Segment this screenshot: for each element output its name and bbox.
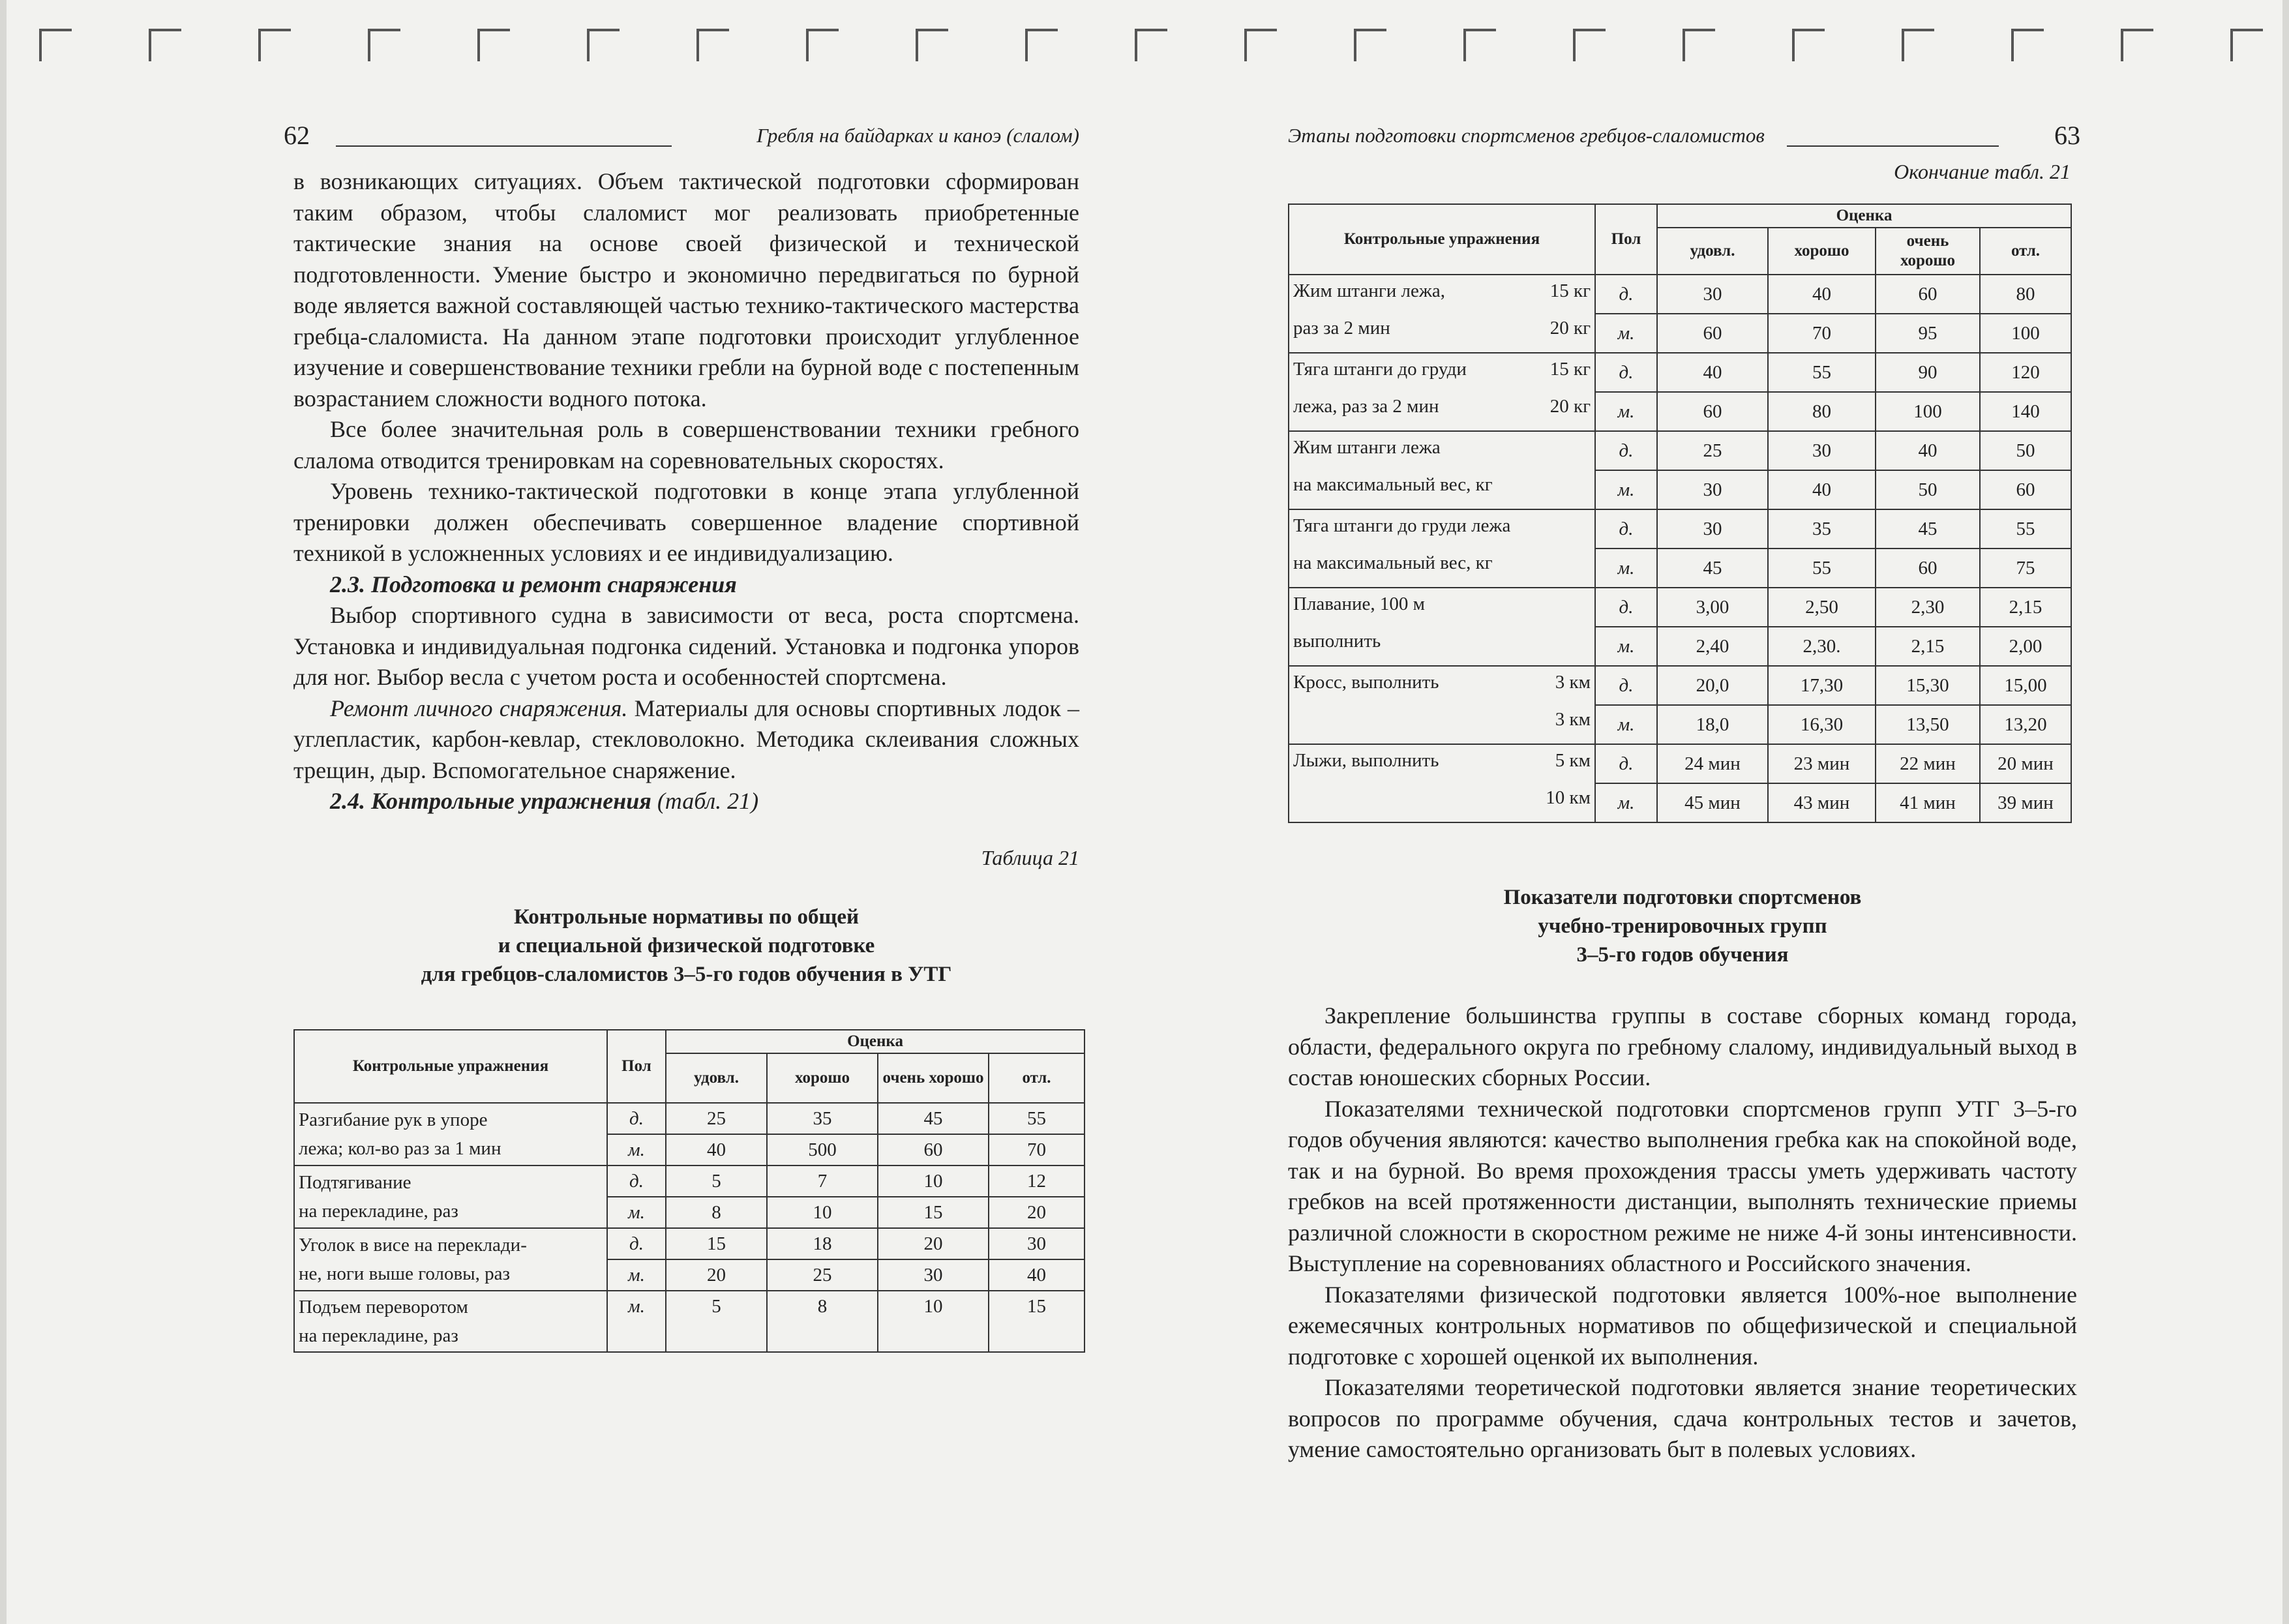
value-cell: 13,20 [1980,705,2071,744]
exercise-line [1293,470,1591,499]
norms-table-right [1288,203,2072,275]
value-cell: 2,30 [1876,588,1980,627]
value-cell: 5 [666,1291,767,1352]
value-cell: 18,0 [1657,705,1768,744]
value-cell: 40 [989,1259,1085,1291]
value-cell: 8 [767,1291,878,1352]
value-cell: 40 [666,1134,767,1165]
exercise-text: Лыжи, выполнить [1293,750,1439,771]
paragraph: Все более значительная роль в совершенствовании техники гребного слалома отводится тренировкам на соревновательных скоростях. [293,416,1079,474]
exercise-text: лежа, раз за 2 мин [1293,396,1439,417]
left-running-head [284,117,1079,166]
left-edge-shadow [0,0,7,1624]
sex-cell: д. [1595,353,1657,392]
value-cell: 90 [1876,353,1980,392]
header-sex: Пол [1595,204,1657,275]
header-exercise: Контрольные упражнения [1289,204,1595,275]
norms-table-left [293,1029,1085,1353]
exercise-cell [1289,744,1595,822]
table-row [1289,431,2071,470]
value-cell: 13,50 [1876,705,1980,744]
value-cell: 23 мин [1768,744,1876,783]
exercise-cell [1289,509,1595,588]
exercise-cell [1289,353,1595,431]
exercise-cell [1289,431,1595,509]
sex-cell: д. [1595,588,1657,627]
table-title: и специальной физической подготовке [498,933,875,957]
value-cell: 15 [878,1197,989,1228]
section-heading: 3–5-го годов обучения [1576,943,1789,967]
header-grade: Оценка [1657,204,2071,228]
value-cell: 20 [989,1197,1085,1228]
value-cell: 60 [878,1134,989,1165]
value-cell: 2,15 [1980,588,2071,627]
value-cell: 2,50 [1768,588,1876,627]
value-cell: 70 [1768,314,1876,353]
exercise-line [1293,511,1591,540]
value-cell: 40 [1657,353,1768,392]
sex-cell: м. [1595,470,1657,509]
value-cell: 120 [1980,353,2071,392]
right-page [1288,117,2080,1466]
paragraph: Показателями технической подготовки спортсменов групп УТГ 3–5-го годов обучения являются: качество выполнения гребка как на спокойной воде, так и на бурной. Во время прохождения трассы уметь удерживать частоту гребков на всей протяженности дистанции, выполнять технические приемы различной сложности в скоростном режиме не ниже 4-й зоны интенсивности. Выступление на соревнованиях областного и Российского значения. [1288,1095,2077,1276]
value-cell: 15,30 [1876,666,1980,705]
header-grade-very-good: очень хорошо [1876,228,1980,275]
sex-cell: д. [1595,666,1657,705]
value-cell: 60 [1876,549,1980,588]
value-cell: 60 [1657,392,1768,431]
value-cell: 24 мин [1657,744,1768,783]
exercise-line [1293,392,1591,421]
header-grade: Оценка [666,1030,1085,1053]
table-caption: Таблица 21 [981,845,1079,869]
value-cell: 35 [1768,509,1876,549]
exercise-cell [294,1103,607,1165]
sex-cell: д. [607,1165,666,1197]
exercise-line: не, ноги выше головы, раз [299,1263,510,1284]
section-heading-2-4-text: 2.4. Контрольные упражнения [330,788,651,814]
value-cell: 30 [1657,509,1768,549]
exercise-line [1293,705,1591,734]
value-cell: 95 [1876,314,1980,353]
sex-cell: д. [607,1103,666,1134]
page-number-left: 62 [284,121,310,150]
value-cell: 30 [1657,275,1768,314]
exercise-line [1293,277,1591,305]
value-cell: 40 [1768,275,1876,314]
exercise-text: на максимальный вес, кг [1293,474,1493,495]
value-cell: 25 [1657,431,1768,470]
exercise-line [1293,355,1591,383]
header-grade-excellent: отл. [989,1053,1085,1103]
value-cell: 12 [989,1165,1085,1197]
section-heading-2-4 [330,786,1079,817]
value-cell: 8 [666,1197,767,1228]
left-page [284,117,1080,1353]
sex-cell: д. [1595,744,1657,783]
exercise-line [1293,783,1591,812]
value-cell: 2,30. [1768,627,1876,666]
exercise-text: выполнить [1293,631,1381,652]
paragraph: Показателями теоретической подготовки является знание теоретических вопросов по программе обучения, сдача контрольных тестов и зачетов, умение самостоятельно организовать быт в полевых условиях. [1288,1374,2077,1462]
value-cell: 7 [767,1165,878,1197]
value-cell: 2,15 [1876,627,1980,666]
exercise-text: на максимальный вес, кг [1293,552,1493,573]
value-cell: 80 [1980,275,2071,314]
value-cell: 20 [878,1228,989,1259]
value-cell: 10 [878,1291,989,1352]
exercise-load: 15 кг [1549,359,1591,380]
header-grade-satisfactory: удовл. [666,1053,767,1103]
value-cell: 80 [1768,392,1876,431]
table-row [1289,666,2071,705]
exercise-line [1293,627,1591,655]
sex-cell: м. [607,1197,666,1228]
paragraph: в возникающих ситуациях. Объем тактической подготовки сформирован таким образом, чтобы слаломист мог реализовать приобретенные тактические знания на основе своей физической и технической подготовленности. Умение быстро и экономично передвигаться по бурной воде является важной составляющей частью технико-тактического мастерства гребца-слаломиста. На данном этапе подготовки происходит углубленное изучение и совершенствование техники гребли на бурной воде с постепенным возрастанием сложности водного потока. [293,168,1079,412]
value-cell: 25 [666,1103,767,1134]
value-cell: 10 [878,1165,989,1197]
exercise-text: Тяга штанги до груди лежа [1293,515,1511,536]
value-cell: 20 [666,1259,767,1291]
exercise-load: 20 кг [1549,318,1591,338]
value-cell: 45 [1876,509,1980,549]
exercise-cell [294,1165,607,1228]
exercise-text: раз за 2 мин [1293,318,1390,338]
header-exercise: Контрольные упражнения [294,1030,607,1103]
value-cell: 60 [1657,314,1768,353]
exercise-line: Уголок в висе на переклади- [299,1234,527,1256]
sex-cell: д. [1595,431,1657,470]
value-cell: 100 [1876,392,1980,431]
section-heading-2-3: 2.3. Подготовка и ремонт снаряжения [330,571,737,597]
value-cell: 75 [1980,549,2071,588]
value-cell: 2,00 [1980,627,2071,666]
value-cell: 41 мин [1876,783,1980,822]
exercise-line [1293,668,1591,697]
table-row [1289,353,2071,392]
header-grade-satisfactory: удовл. [1657,228,1768,275]
table-title: для гребцов-слаломистов 3–5-го годов обучения в УТГ [421,962,952,986]
header-rule [336,145,672,147]
sex-cell: м. [1595,627,1657,666]
value-cell: 2,40 [1657,627,1768,666]
paragraph: Закрепление большинства группы в составе сборных команд города, области, федерального округа по гребному слалому, индивидуальный выход в состав юношеских сборных России. [1288,1002,2077,1090]
value-cell: 55 [1980,509,2071,549]
table-row [294,1228,1085,1259]
exercise-line [1293,746,1591,775]
table-row [294,1103,1085,1134]
sex-cell: м. [607,1291,666,1352]
value-cell: 20,0 [1657,666,1768,705]
value-cell: 45 [1657,549,1768,588]
header-sex: Пол [607,1030,666,1103]
right-running-head [1288,117,2080,166]
exercise-load: 3 км [1555,672,1591,693]
value-cell: 30 [1768,431,1876,470]
value-cell: 16,30 [1768,705,1876,744]
value-cell: 20 мин [1980,744,2071,783]
section-heading: Показатели подготовки спортсменов [1503,886,1862,909]
value-cell: 140 [1980,392,2071,431]
exercise-load: 5 км [1555,750,1591,771]
repair-lead: Ремонт личного снаряжения. [330,695,628,721]
sex-cell: м. [1595,314,1657,353]
exercise-cell [1289,588,1595,666]
value-cell: 22 мин [1876,744,1980,783]
value-cell: 15 [666,1228,767,1259]
norms-table-right-body [1288,274,2072,823]
exercise-line [1293,549,1591,577]
sex-cell: м. [1595,549,1657,588]
header-grade-good: хорошо [767,1053,878,1103]
table-row [1289,744,2071,783]
value-cell: 50 [1980,431,2071,470]
table-title: Контрольные нормативы по общей [513,905,860,929]
header-rule [1787,145,1999,147]
value-cell: 500 [767,1134,878,1165]
value-cell: 55 [989,1103,1085,1134]
exercise-cell [294,1291,607,1352]
table-row [1289,509,2071,549]
sex-cell: м. [607,1259,666,1291]
exercise-load: 15 кг [1549,280,1591,301]
running-title-right: Этапы подготовки спортсменов гребцов-слаломистов [1288,124,1765,147]
exercise-line: Подъем переворотом [299,1296,468,1317]
exercise-load: 3 км [1555,709,1591,730]
exercise-cell [1289,275,1595,353]
table-row [294,1165,1085,1197]
value-cell: 15 [989,1291,1085,1352]
header-grade-very-good: очень хорошо [878,1053,989,1103]
value-cell: 40 [1876,431,1980,470]
running-title-left: Гребля на байдарках и каноэ (слалом) [756,124,1079,147]
value-cell: 18 [767,1228,878,1259]
value-cell: 60 [1980,470,2071,509]
exercise-line: лежа; кол-во раз за 1 мин [299,1137,501,1159]
value-cell: 30 [1657,470,1768,509]
exercise-line: на перекладине, раз [299,1325,458,1346]
paragraph [293,693,1079,787]
value-cell: 30 [989,1228,1085,1259]
value-cell: 5 [666,1165,767,1197]
value-cell: 35 [767,1103,878,1134]
exercise-line: на перекладине, раз [299,1200,458,1222]
repair-text: Материалы для основы спортивных лодок – углепластик, карбон-кевлар, стекловолокно. Методика склеивания сложных трещин, дыр. Вспомогательное снаряжение. [293,695,1080,783]
sex-cell: д. [1595,509,1657,549]
exercise-cell [1289,666,1595,744]
value-cell: 25 [767,1259,878,1291]
exercise-line [1293,314,1591,342]
table-row [294,1291,1085,1352]
sex-cell: м. [1595,705,1657,744]
header-grade-good: хорошо [1768,228,1876,275]
exercise-text: Плавание, 100 м [1293,594,1425,614]
value-cell: 55 [1768,353,1876,392]
exercise-text: Кросс, выполнить [1293,672,1439,693]
exercise-text: Жим штанги лежа, [1293,280,1446,301]
table-row [1289,588,2071,627]
value-cell: 70 [989,1134,1085,1165]
exercise-line: Подтягивание [299,1171,411,1193]
page-number-right: 63 [2054,121,2080,150]
value-cell: 100 [1980,314,2071,353]
exercise-line [1293,590,1591,618]
exercise-line [1293,433,1591,462]
exercise-text: Жим штанги лежа [1293,437,1441,458]
sex-cell: д. [607,1228,666,1259]
value-cell: 43 мин [1768,783,1876,822]
value-cell: 45 мин [1657,783,1768,822]
paragraph: Уровень технико-тактической подготовки в конце этапа углубленной тренировки должен обеспечивать совершенное владение спортивной техникой в усложненных условиях и ее индивидуализацию. [293,478,1079,566]
table-continuation-caption: Окончание табл. 21 [1894,160,2071,183]
exercise-text: Тяга штанги до груди [1293,359,1467,380]
value-cell: 50 [1876,470,1980,509]
sex-cell: м. [607,1134,666,1165]
paragraph: Выбор спортивного судна в зависимости от веса, роста спортсмена. Установка и индивидуальная подгонка сидений. Установка и подгонка упоров для ног. Выбор весла с учетом роста и особенностей спортсмена. [293,602,1079,690]
value-cell: 17,30 [1768,666,1876,705]
value-cell: 3,00 [1657,588,1768,627]
exercise-load: 10 км [1546,787,1591,808]
value-cell: 15,00 [1980,666,2071,705]
header-grade-excellent: отл. [1980,228,2071,275]
table-row [1289,275,2071,314]
section-heading: учебно-тренировочных групп [1538,914,1827,938]
value-cell: 10 [767,1197,878,1228]
exercise-line: Разгибание рук в упоре [299,1109,488,1130]
right-edge-shadow [2282,0,2289,1624]
exercise-cell [294,1228,607,1291]
value-cell: 30 [878,1259,989,1291]
value-cell: 55 [1768,549,1876,588]
table-reference: (табл. 21) [657,788,759,814]
value-cell: 39 мин [1980,783,2071,822]
sex-cell: м. [1595,392,1657,431]
paragraph: Показателями физической подготовки является 100%-ное выполнение ежемесячных контрольных нормативов по общефизической и специальной подготовке с хорошей оценкой их выполнения. [1288,1281,2077,1370]
exercise-load: 20 кг [1549,396,1591,417]
value-cell: 45 [878,1103,989,1134]
value-cell: 60 [1876,275,1980,314]
sex-cell: д. [1595,275,1657,314]
sex-cell: м. [1595,783,1657,822]
value-cell: 40 [1768,470,1876,509]
